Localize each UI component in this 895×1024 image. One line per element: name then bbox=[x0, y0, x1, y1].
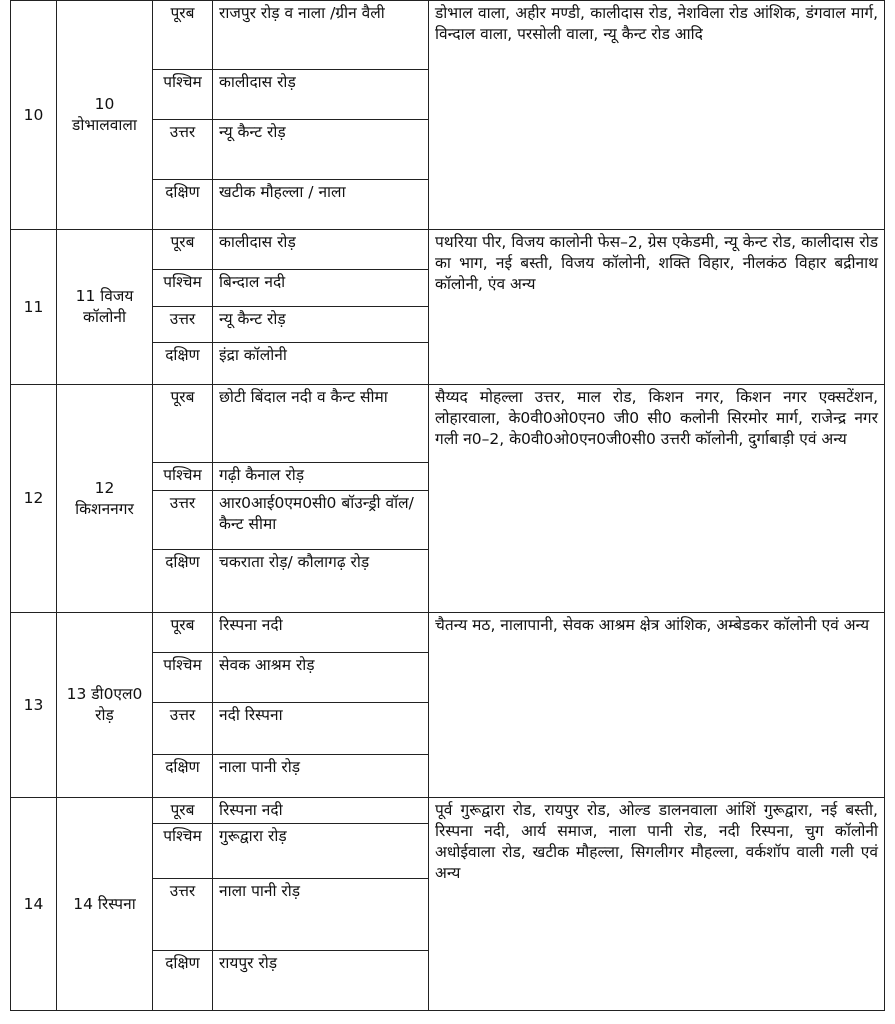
ward-number: 11 bbox=[11, 230, 57, 385]
ward-number: 12 bbox=[11, 385, 57, 613]
ward-areas: पथरिया पीर, विजय कालोनी फेस–2, ग्रेस एकेडमी, न्यू केन्ट रोड, कालीदास रोड का भाग, नई बस्ती, विजय कॉलोनी, शक्ति विहार, नीलकंठ विहार बद्रीनाथ कॉलोनी, एंव अन्य bbox=[429, 230, 885, 385]
boundary-text: गुरूद्वारा रोड़ bbox=[213, 824, 429, 879]
boundary-direction: दक्षिण bbox=[153, 951, 213, 1011]
boundary-direction: पश्चिम bbox=[153, 70, 213, 120]
ward-number: 10 bbox=[11, 1, 57, 230]
boundary-text: छोटी बिंदाल नदी व कैन्ट सीमा bbox=[213, 385, 429, 463]
ward-name: 11 विजय कॉलोनी bbox=[57, 230, 153, 385]
boundary-direction: पश्चिम bbox=[153, 653, 213, 703]
boundary-direction: पूरब bbox=[153, 385, 213, 463]
boundary-text: रिस्पना नदी bbox=[213, 613, 429, 653]
ward-name: 10 डोभालवाला bbox=[57, 1, 153, 230]
table-row bbox=[11, 385, 885, 463]
boundary-text: बिन्दाल नदी bbox=[213, 270, 429, 307]
boundary-text: गढ़ी कैनाल रोड़ bbox=[213, 463, 429, 491]
boundary-text: नाला पानी रोड़ bbox=[213, 879, 429, 951]
boundary-direction: दक्षिण bbox=[153, 343, 213, 385]
boundary-text: चकराता रोड़/ कौलागढ़ रोड़ bbox=[213, 550, 429, 613]
ward-number: 13 bbox=[11, 613, 57, 798]
boundary-direction: दक्षिण bbox=[153, 755, 213, 798]
boundary-text: रायपुर रोड़ bbox=[213, 951, 429, 1011]
boundary-text: राजपुर रोड़ व नाला /ग्रीन वैली bbox=[213, 1, 429, 70]
ward-areas: डोभाल वाला, अहीर मण्डी, कालीदास रोड, नेशविला रोड आंशिक, डंगवाल मार्ग, विन्दाल वाला, परसोली वाला, न्यू कैन्ट रोड आदि bbox=[429, 1, 885, 230]
boundary-direction: उत्तर bbox=[153, 120, 213, 180]
boundary-text: कालीदास रोड़ bbox=[213, 230, 429, 270]
boundary-text: आर0आई0एम0सी0 बॉउन्ड्री वॉल/कैन्ट सीमा bbox=[213, 491, 429, 550]
ward-name: 12 किशननगर bbox=[57, 385, 153, 613]
boundary-text: खटीक मौहल्ला / नाला bbox=[213, 180, 429, 230]
boundary-direction: पूरब bbox=[153, 1, 213, 70]
boundary-direction: दक्षिण bbox=[153, 180, 213, 230]
ward-boundary-table bbox=[10, 0, 885, 1011]
table-row bbox=[11, 1, 885, 70]
boundary-direction: उत्तर bbox=[153, 703, 213, 755]
boundary-text: नदी रिस्पना bbox=[213, 703, 429, 755]
boundary-direction: उत्तर bbox=[153, 307, 213, 343]
boundary-text: कालीदास रोड़ bbox=[213, 70, 429, 120]
ward-areas: पूर्व गुरूद्वारा रोड, रायपुर रोड, ओल्ड डालनवाला आंशिं गुरूद्वारा, नई बस्ती, रिस्पना नदी, आर्य समाज, नाला पानी रोड, नदी रिस्पना, चुग कॉलोनी अधोईवाला रोड, खटीक मौहल्ला, सिगलीगर मौहल्ला, वर्कशॉप वाली गली एवं अन्य bbox=[429, 798, 885, 1011]
ward-areas: सैय्यद मोहल्ला उत्तर, माल रोड, किशन नगर, किशन नगर एक्सटेंशन, लोहारवाला, के0वी0ओ0एन0 जी0 सी0 कलोनी सिरमोर मार्ग, राजेन्द्र नगर गली न0–2, के0वी0ओ0एन0जी0सी0 उत्तरी कॉलोनी, दुर्गाबाड़ी एवं अन्य bbox=[429, 385, 885, 613]
boundary-text: न्यू कैन्ट रोड़ bbox=[213, 120, 429, 180]
boundary-direction: पूरब bbox=[153, 798, 213, 824]
boundary-direction: पश्चिम bbox=[153, 824, 213, 879]
ward-name: 13 डी0एल0 रोड़ bbox=[57, 613, 153, 798]
table-row bbox=[11, 613, 885, 653]
boundary-text: इंद्रा कॉलोनी bbox=[213, 343, 429, 385]
table-row bbox=[11, 230, 885, 270]
boundary-direction: पश्चिम bbox=[153, 270, 213, 307]
boundary-direction: उत्तर bbox=[153, 879, 213, 951]
boundary-direction: दक्षिण bbox=[153, 550, 213, 613]
table-row bbox=[11, 798, 885, 824]
ward-name: 14 रिस्पना bbox=[57, 798, 153, 1011]
ward-number: 14 bbox=[11, 798, 57, 1011]
boundary-text: न्यू कैन्ट रोड़ bbox=[213, 307, 429, 343]
boundary-text: रिस्पना नदी bbox=[213, 798, 429, 824]
boundary-direction: पूरब bbox=[153, 613, 213, 653]
boundary-text: सेवक आश्रम रोड़ bbox=[213, 653, 429, 703]
boundary-direction: उत्तर bbox=[153, 491, 213, 550]
ward-areas: चैतन्य मठ, नालापानी, सेवक आश्रम क्षेत्र आंशिक, अम्बेडकर कॉलोनी एवं अन्य bbox=[429, 613, 885, 798]
boundary-direction: पूरब bbox=[153, 230, 213, 270]
boundary-direction: पश्चिम bbox=[153, 463, 213, 491]
boundary-text: नाला पानी रोड़ bbox=[213, 755, 429, 798]
